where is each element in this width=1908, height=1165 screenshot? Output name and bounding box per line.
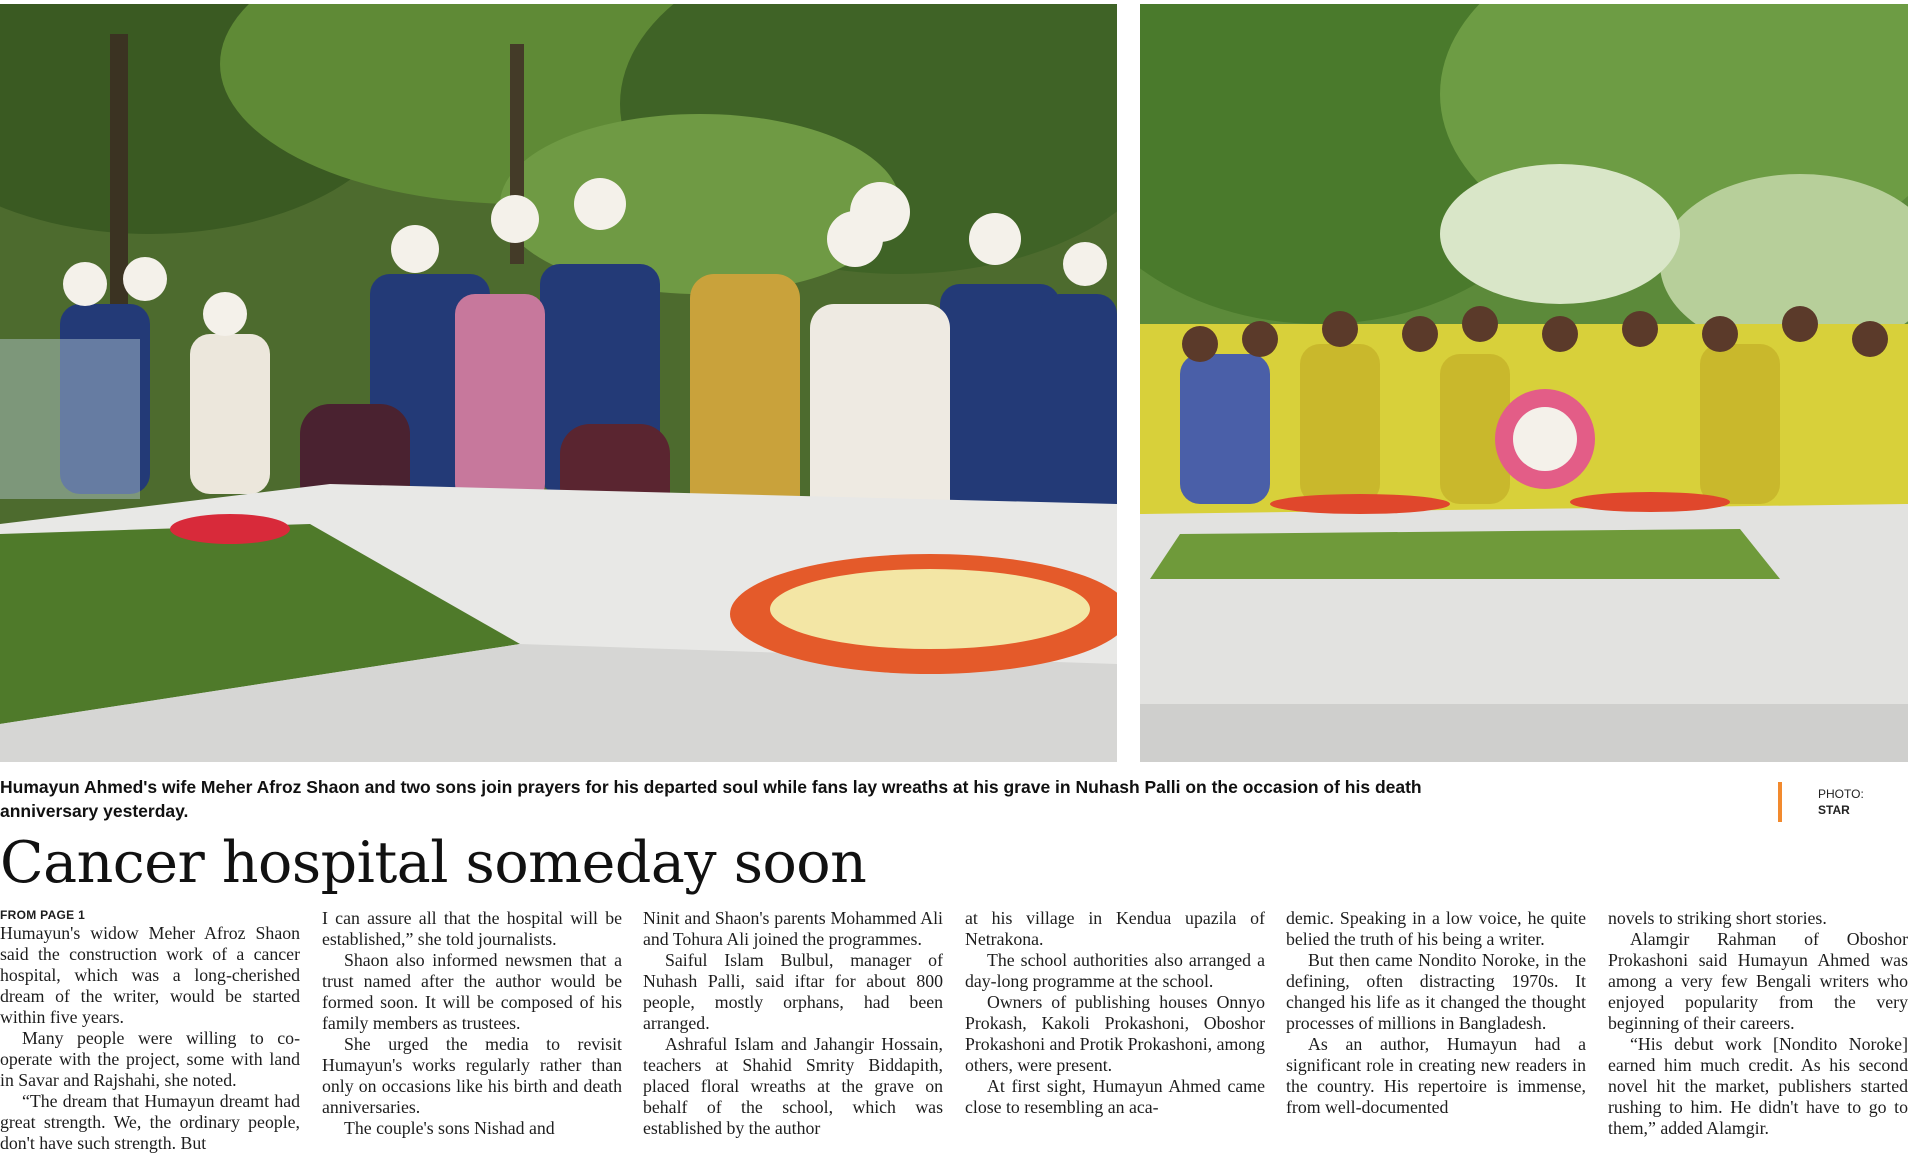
article-column-5: [1286, 908, 1586, 1165]
article-column-6: [1608, 908, 1908, 1165]
article-column-4: [965, 908, 1265, 1165]
paragraph: I can assure all that the hospital will be established,” she told journalists.: [322, 908, 622, 949]
paragraph: at his village in Kendua upazila of Netrakona.: [965, 908, 1265, 949]
paragraph: Saiful Islam Bulbul, manager of Nuhash Palli, said iftar for about 800 people, mostly orphans, had been arranged.: [643, 950, 943, 1033]
paragraph: She urged the media to revisit Humayun's works regularly rather than only on occasions like his birth and death anniversaries.: [322, 1034, 622, 1117]
paragraph: Ashraful Islam and Jahangir Hossain, teachers at Shahid Smrity Biddapith, placed floral wreaths at the grave on behalf of the school, which was established by the author: [643, 1034, 943, 1138]
article-column-2: [322, 908, 622, 1165]
paragraph: “His debut work [Nondito Noroke] earned him much credit. As his second novel hit the market, publishers started rushing to him. He didn't have to go to them,” added Alamgir.: [1608, 1034, 1908, 1138]
paragraph: At first sight, Humayun Ahmed came close to resembling an aca-: [965, 1076, 1265, 1117]
dateline: FROM PAGE 1: [0, 908, 86, 922]
photo-credit: [1818, 786, 1864, 818]
paragraph: demic. Speaking in a low voice, he quite belied the truth of his being a writer.: [1286, 908, 1586, 949]
paragraph: Shaon also informed newsmen that a trust named after the author would be formed soon. It will be composed of his family members as trustees.: [322, 950, 622, 1033]
paragraph: The couple's sons Nishad and: [344, 1118, 555, 1138]
paragraph: Many people were willing to co-operate with the project, some with land in Savar and Rajshahi, she noted.: [0, 1028, 300, 1090]
photo-caption: Humayun Ahmed's wife Meher Afroz Shaon and two sons join prayers for his departed soul while fans lay wreaths at his grave in Nuhash Palli on the occasion of his death anniversary yesterday.: [0, 777, 1422, 821]
paragraph: Humayun's widow Meher Afroz Shaon said the construction work of a cancer hospital, which was a long-cherished dream of the writer, would be started within five years.: [0, 923, 300, 1027]
photo-fans-wreath-image: [1140, 4, 1908, 762]
paragraph: “The dream that Humayun dreamt had great strength. We, the ordinary people, don't have such strength. But: [0, 1091, 300, 1153]
photo-family-prayers: [0, 4, 1117, 762]
article-column-1: [0, 908, 300, 1165]
article-column-3: [643, 908, 943, 1165]
paragraph: Ninit and Shaon's parents Mohammed Ali and Tohura Ali joined the programmes.: [643, 908, 943, 949]
paragraph: As an author, Humayun had a significant role in creating new readers in the country. His repertoire is immense, from well-documented: [1286, 1034, 1586, 1117]
photo-credit-label: PHOTO:: [1818, 787, 1864, 801]
paragraph: But then came Nondito Noroke, in the defining, often distracting 1970s. It changed his life as it changed the thought processes of millions in Bangladesh.: [1286, 950, 1586, 1033]
photo-family-prayers-image: [0, 4, 1117, 762]
credit-rule: [1778, 782, 1782, 822]
photo-fans-wreath: [1140, 4, 1908, 762]
paragraph: novels to striking short stories.: [1608, 908, 1827, 928]
paragraph: Alamgir Rahman of Oboshor Prokashoni said Humayun Ahmed was among a very few Bengali writers who enjoyed popularity from the very beginning of their careers.: [1608, 929, 1908, 1033]
article-body: [0, 908, 1908, 1165]
paragraph: Owners of publishing houses Onnyo Prokash, Kakoli Prokashoni, Oboshor Prokashoni and Protik Prokashoni, among others, were present.: [965, 992, 1265, 1075]
paragraph: The school authorities also arranged a day-long programme at the school.: [965, 950, 1265, 991]
photo-credit-source: STAR: [1818, 803, 1850, 817]
headline: Cancer hospital someday soon: [0, 830, 867, 896]
